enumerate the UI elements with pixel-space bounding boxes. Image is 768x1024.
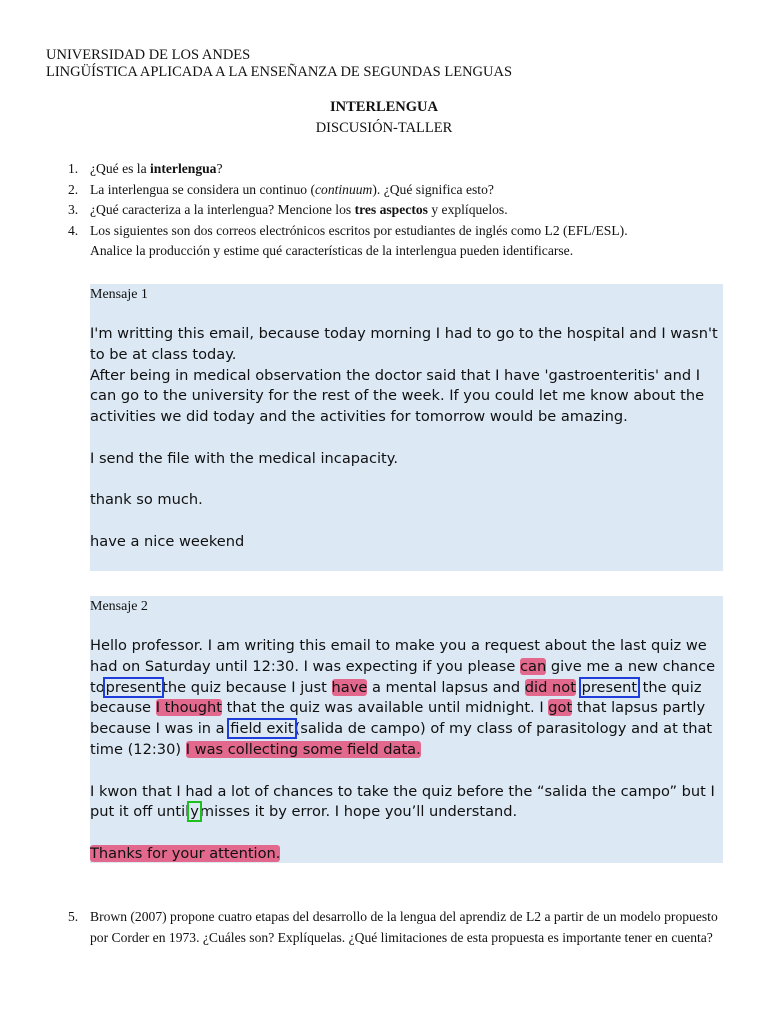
question-number: 3. — [68, 202, 79, 217]
error-box-green: y — [190, 803, 199, 821]
question-number: 5. — [68, 909, 79, 924]
question-5 — [46, 906, 736, 948]
question-text: ¿Qué es la — [90, 161, 151, 176]
question-number: 4. — [68, 222, 79, 238]
message-text: have a nice weekend — [90, 532, 245, 550]
question-text: y explíquelos. — [427, 202, 508, 217]
message-2-label: Mensaje 2 — [90, 599, 148, 614]
message-text: (salida de campo) of my class of parasitology and at that time (12:30) — [90, 720, 713, 758]
message-text: give me a new chance to — [90, 657, 716, 696]
question-text: La interlengua se considera un continuo ( — [90, 181, 315, 197]
message-text: I kwon that I had a lot of chances to take the quiz before the “salida the campo” but I put it off until — [90, 782, 715, 821]
question-list — [46, 159, 706, 262]
page-title: INTERLENGUA — [330, 99, 438, 115]
message-text: that lapsus partly because I was in a — [90, 699, 706, 738]
question-2 — [46, 180, 706, 201]
question-4 — [46, 221, 706, 262]
error-highlight: got — [548, 699, 573, 717]
question-bold: interlengua — [150, 161, 217, 176]
question-number: 2. — [68, 181, 79, 197]
document-header — [46, 47, 512, 81]
message-2-body — [90, 636, 723, 886]
university-name: UNIVERSIDAD DE LOS ANDES — [46, 47, 251, 63]
message-text: the quiz because — [90, 678, 702, 717]
question-text: Los siguientes son dos correos electrónicos escritos por estudiantes de inglés como L2 (EFL/ESL). — [90, 222, 628, 238]
error-highlight: I was collecting some field data. — [185, 740, 421, 758]
question-text: ? — [216, 161, 223, 176]
message-1-body — [90, 324, 723, 574]
message-2-panel — [90, 596, 723, 863]
error-highlight: have — [331, 678, 368, 696]
message-1-label: Mensaje 1 — [90, 287, 148, 302]
message-text: that the quiz was available until midnight. I — [222, 699, 549, 717]
message-text: I'm writting this email, because today morning I had to go to the hospital and I wasn't to be at class today. — [90, 325, 718, 363]
message-text: a mental lapsus and — [367, 678, 525, 696]
error-highlight: did not — [524, 678, 576, 696]
error-highlight: can — [519, 657, 547, 675]
question-text: ¿Qué caracteriza a la interlengua? Mencione los — [90, 202, 355, 217]
question-italic: continuum — [314, 181, 373, 197]
question-text: ). ¿Qué significa esto? — [372, 181, 494, 197]
message-1-panel — [90, 284, 723, 571]
message-text: the quiz because I just — [162, 678, 332, 696]
question-text: Brown (2007) propone cuatro etapas del desarrollo de la lengua del aprendiz de L2 a partir de un modelo propuesto por Corder en 1973. ¿Cuáles son? Explíquelas. ¿Qué limitaciones de esta propuesta es importante tener en cuenta? — [90, 909, 718, 945]
message-text: misses it by error. I hope you’ll understand. — [199, 803, 518, 821]
message-text: Hello professor. I am writing this email to make you a request about the last quiz we had on Saturday until 12:30. I was expecting if you please — [90, 637, 707, 675]
question-1 — [46, 159, 706, 180]
error-highlight: Thanks for your attention. — [90, 844, 281, 862]
course-name: LINGÜÍSTICA APLICADA A LA ENSEÑANZA DE SEGUNDAS LENGUAS — [46, 64, 513, 80]
error-highlight: I thought — [155, 699, 223, 717]
page-subtitle: DISCUSIÓN-TALLER — [315, 120, 453, 136]
message-text: thank so much. — [90, 491, 203, 509]
message-text: I send the file with the medical incapacity. — [90, 449, 398, 467]
error-box: present — [105, 678, 162, 696]
error-box: present — [581, 678, 638, 696]
question-text: Analice la producción y estime qué características de la interlengua pueden identificarse. — [90, 243, 574, 258]
question-3 — [46, 200, 706, 221]
message-text: After being in medical observation the doctor said that I have 'gastroenteritis' and I can go to the university for the rest of the week. If you could let me know about the activities we did today and the activities for tomorrow would be amazing. — [90, 366, 705, 426]
error-box: field exit — [230, 720, 294, 738]
question-bold: tres aspectos — [354, 202, 428, 217]
question-number: 1. — [68, 161, 79, 176]
